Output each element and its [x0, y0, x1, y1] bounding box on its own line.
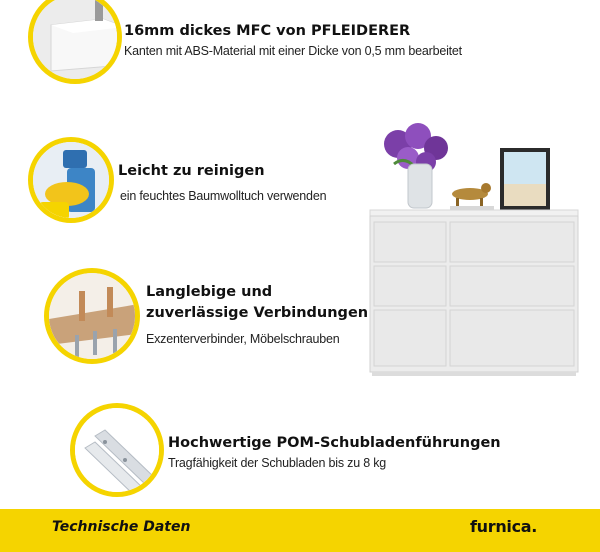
feature-3-title-line1: Langlebige und: [146, 284, 273, 300]
feature-2-title: Leicht zu reinigen: [118, 163, 265, 179]
flower-vase-icon: [384, 123, 448, 208]
drawer-slide-icon: [70, 403, 164, 497]
feature-1-title: 16mm dickes MFC von PFLEIDERER: [124, 23, 411, 39]
leopard-figurine-icon: [450, 183, 494, 210]
feature-3-subtitle: Exzenterverbinder, Möbelschrauben: [146, 332, 340, 346]
feature-4-title: Hochwertige POM-Schubladenführungen: [168, 435, 501, 451]
cleaning-spray-icon: [28, 137, 114, 223]
technical-data-label: Technische Daten: [52, 519, 191, 535]
feature-2-subtitle: ein feuchtes Baumwolltuch verwenden: [120, 189, 327, 203]
board-edge-icon: [28, 0, 122, 84]
dresser-product-image: [364, 118, 584, 386]
brand-logo: furnica.: [470, 517, 538, 536]
feature-1-subtitle: Kanten mit ABS-Material mit einer Dicke von 0,5 mm bearbeitet: [124, 44, 462, 58]
connector-screws-icon: [44, 268, 140, 364]
feature-3-title-line2: zuverlässige Verbindungen: [146, 305, 369, 321]
feature-4-subtitle: Tragfähigkeit der Schubladen bis zu 8 kg: [168, 456, 387, 470]
footer-bar: [0, 509, 600, 552]
picture-frame-icon: [500, 148, 550, 210]
